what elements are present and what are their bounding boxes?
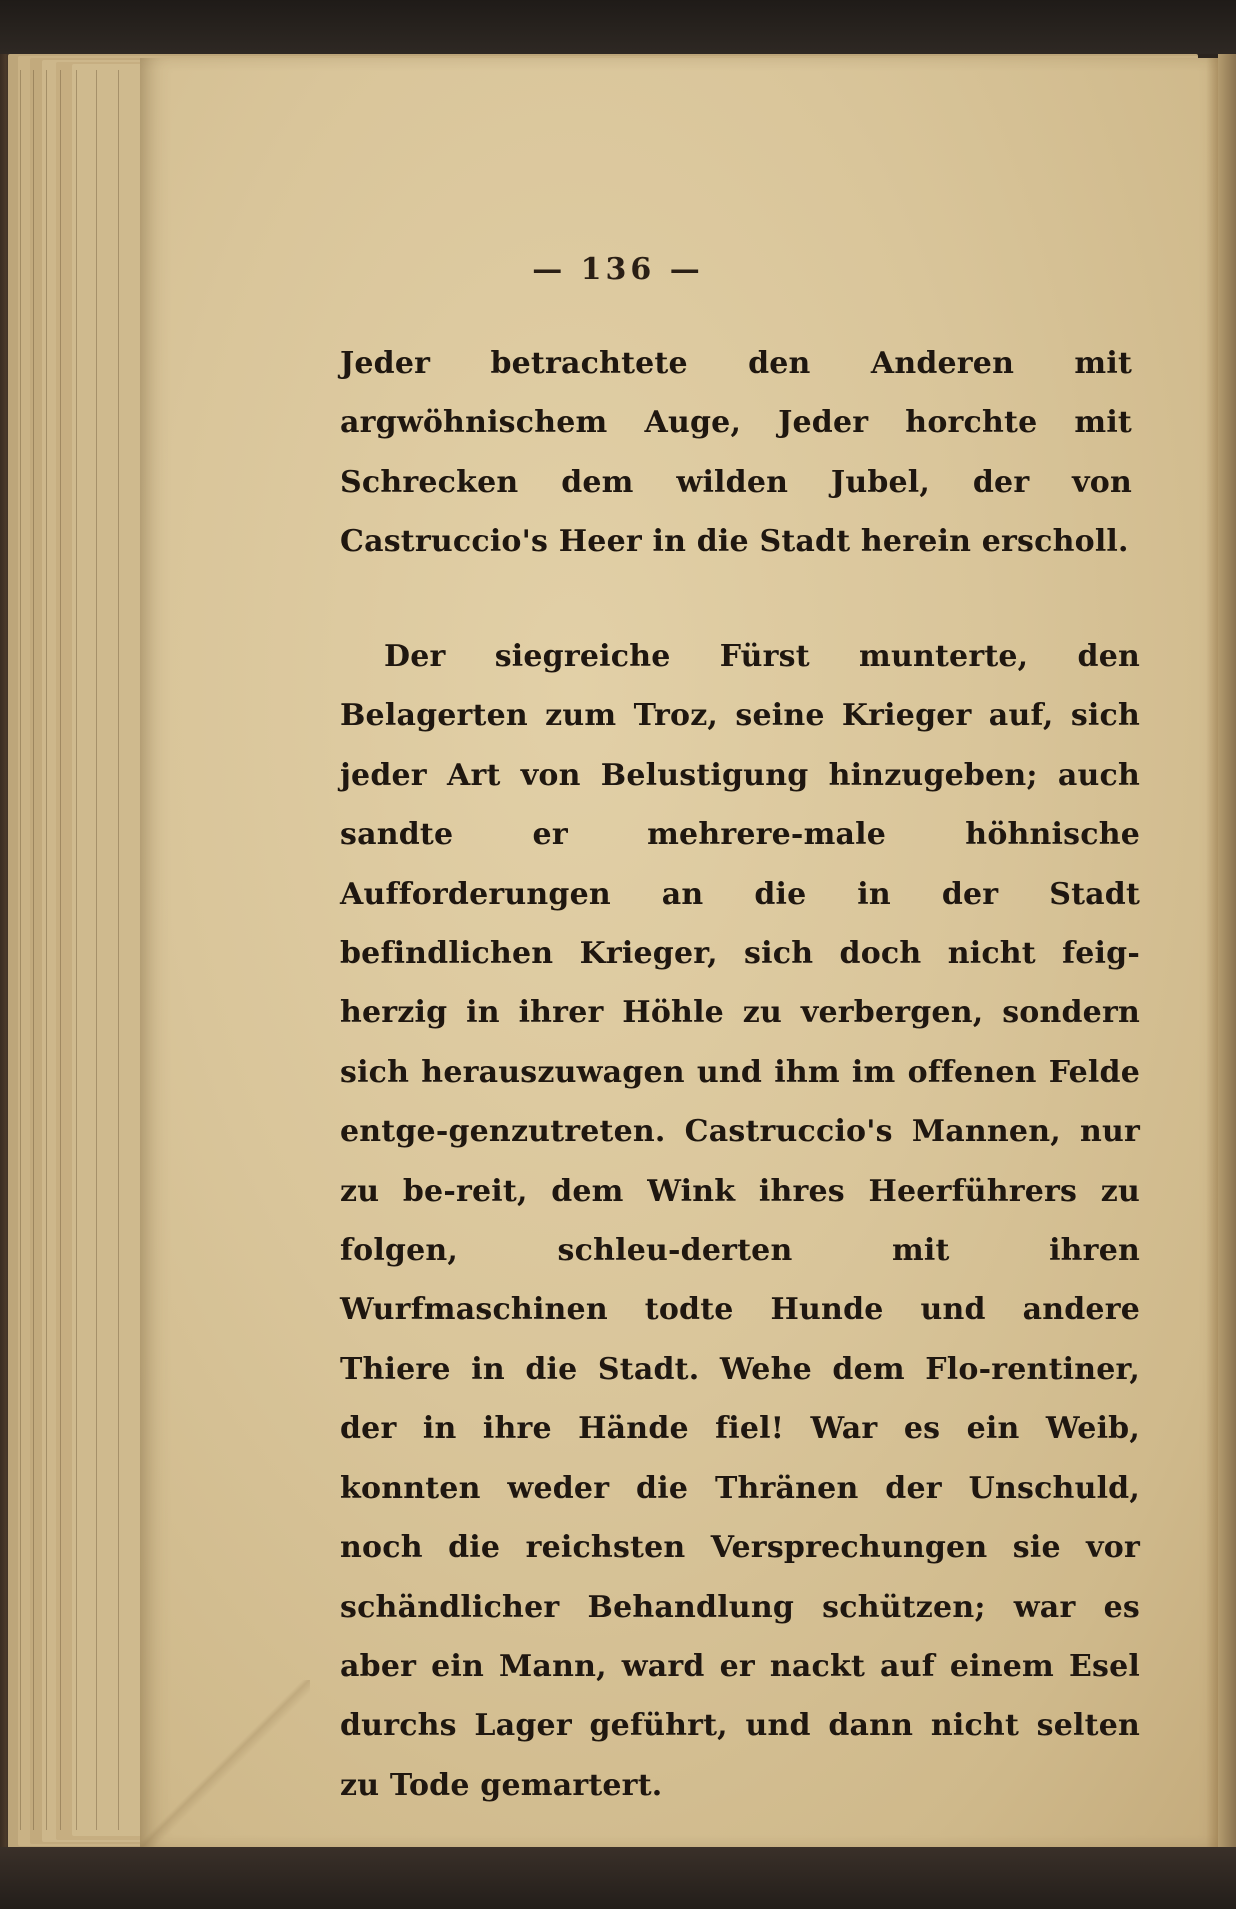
page-edge-line bbox=[60, 70, 61, 1830]
paragraph: Der siegreiche Fürst munterte, den Belagerten zum Troz, seine Krieger auf, sich jeder Art von Belustigung hinzugeben; auch sandte er mehrere-male höhnische Aufforderungen an die in der Stadt befindlichen Krieger, sich doch nicht feig-herzig in ihrer Höhle zu verbergen, sondern sich herauszuwagen und ihm im offenen Felde entge-genzutreten. Castruccio's Mannen, nur zu be-reit, dem Wink ihres Heerführers zu folgen, schleu-derten mit ihren Wurfmaschinen todte Hunde und andere Thiere in die Stadt. Wehe dem Flo-rentiner, der in ihre Hände fiel! War es ein Weib, konnten weder die Thränen der Unschuld, noch die reichsten Versprechungen sie vor schändlicher Behandlung schützen; war es aber ein Mann, ward er nackt auf einem Esel durchs Lager geführt, und dann nicht selten zu Tode gemartert. bbox=[340, 639, 1140, 1803]
page-number: — 136 — bbox=[532, 252, 704, 287]
page-edge-line bbox=[118, 70, 119, 1830]
page-edge-line bbox=[33, 70, 34, 1830]
page-edge-line bbox=[46, 70, 47, 1830]
page-edge-line bbox=[76, 70, 77, 1830]
page-corner-fold bbox=[140, 1680, 310, 1848]
page-edge-line bbox=[20, 70, 21, 1830]
bottom-shadow bbox=[0, 1847, 1236, 1909]
page-right-edge bbox=[1218, 54, 1236, 1854]
page-edge-line bbox=[96, 70, 97, 1830]
top-shadow bbox=[0, 0, 1236, 54]
paragraph: Jeder betrachtete den Anderen mit argwöhnischem Auge, Jeder horchte mit Schrecken dem wilden Jubel, der von Castruccio's Heer in die Stadt herein erscholl. bbox=[340, 346, 1132, 560]
